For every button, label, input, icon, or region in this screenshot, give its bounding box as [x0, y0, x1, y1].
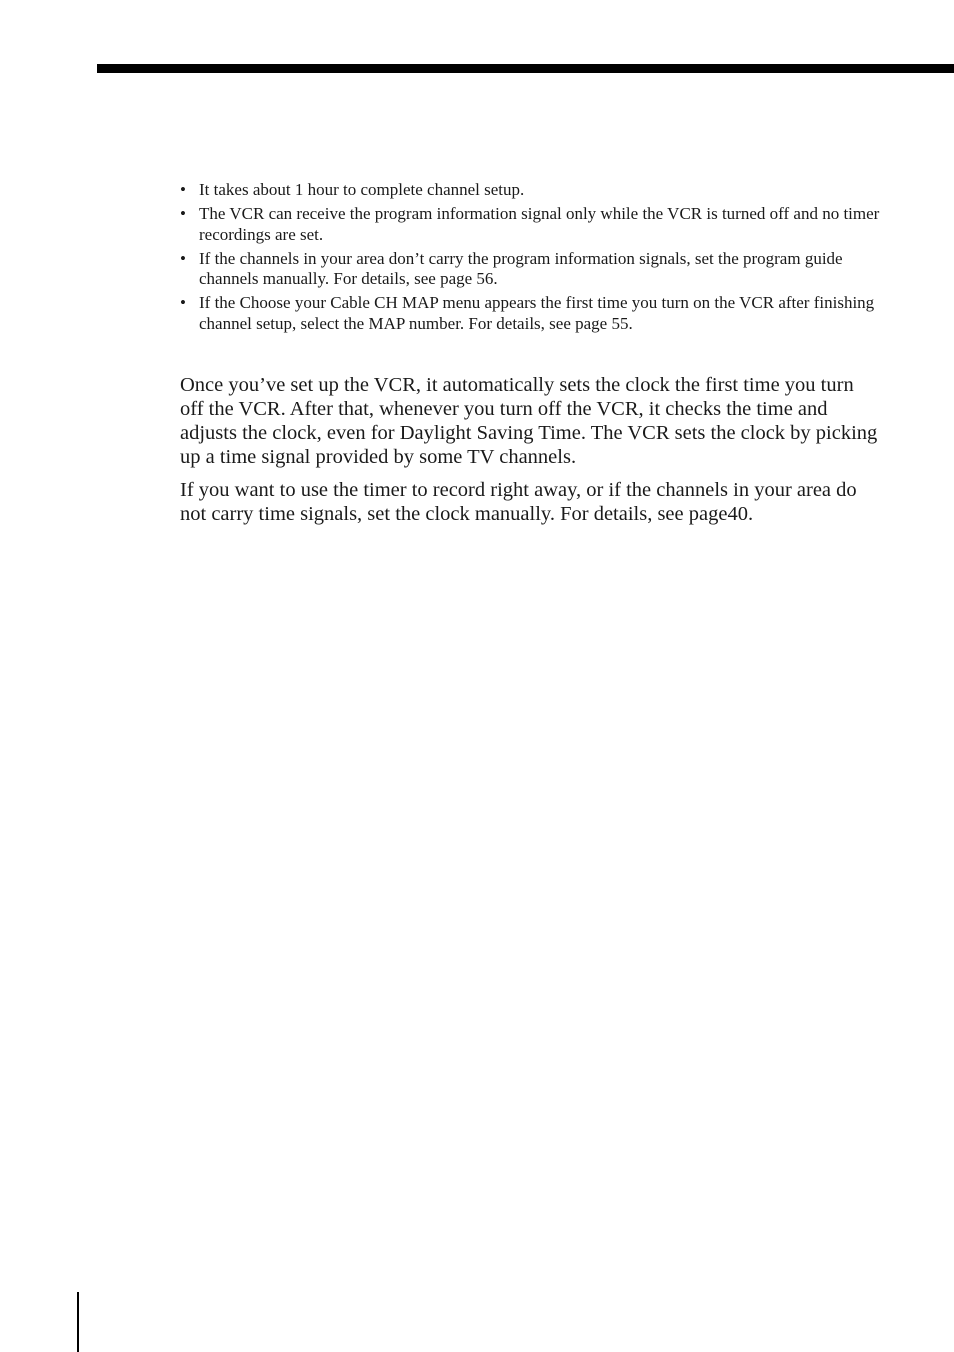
note-item	[180, 180, 880, 201]
note-text: If the Choose your Cable CH MAP menu appears the first time you turn on the VCR after finishing channel setup, select the MAP number. For details, see page 55.	[199, 293, 875, 333]
paragraph-clock-manual: If you want to use the timer to record right away, or if the channels in your area do not carry time signals, set the clock manually. For details, see page40.	[180, 479, 857, 525]
note-text: The VCR can receive the program information signal only while the VCR is turned off and no timer recordings are set.	[199, 204, 880, 244]
margin-rule	[77, 1292, 79, 1352]
note-item	[180, 293, 880, 334]
paragraph-clock-auto: Once you’ve set up the VCR, it automatically sets the clock the first time you turn off the VCR. After that, whenever you turn off the VCR, it checks the time and adjusts the clock, even for Daylight Saving Time. The VCR sets the clock by picking up a time signal provided by some TV channels.	[180, 374, 878, 468]
bullet-icon: •	[180, 293, 186, 312]
note-item	[180, 249, 880, 290]
note-item	[180, 204, 880, 245]
body-text	[180, 373, 880, 535]
bullet-icon: •	[180, 180, 186, 199]
note-text: If the channels in your area don’t carry the program information signals, set the program guide channels manually. For details, see page 56.	[199, 248, 843, 288]
header-rule	[97, 64, 954, 73]
bullet-icon: •	[180, 248, 186, 268]
bullet-icon: •	[180, 204, 186, 223]
notes-list	[180, 180, 880, 338]
note-text: It takes about 1 hour to complete channel setup.	[199, 180, 525, 199]
